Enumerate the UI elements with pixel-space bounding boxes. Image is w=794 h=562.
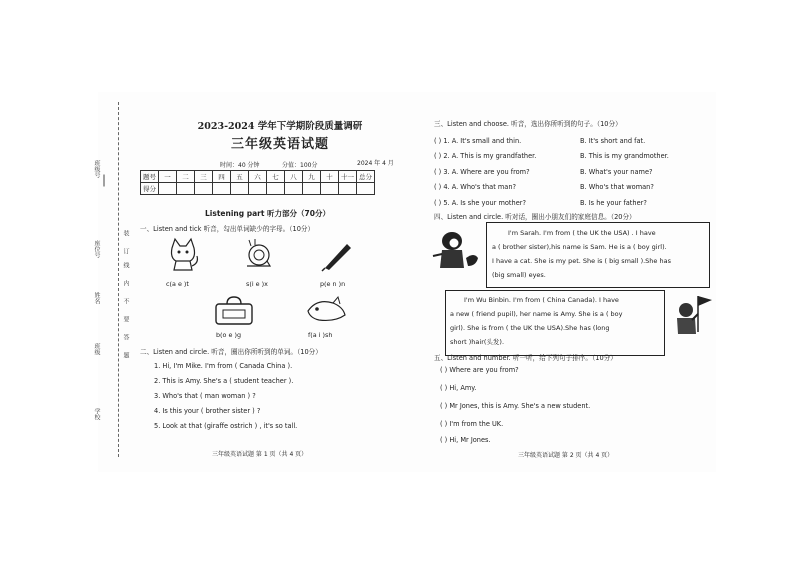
section3-item-5[interactable]: ( ) 5. A. Is she your mother? bbox=[434, 199, 526, 207]
section3-option-b[interactable]: B. This is my grandmother. bbox=[580, 152, 669, 160]
score-cell: 三 bbox=[195, 171, 213, 183]
score-blank[interactable] bbox=[267, 183, 285, 195]
boy-with-flag-picture bbox=[672, 292, 714, 338]
section3-option-b[interactable]: B. What's your name? bbox=[580, 168, 653, 176]
score-blank[interactable] bbox=[195, 183, 213, 195]
section2-item[interactable]: 5. Look at that (giraffe ostrich ) , it's so tall. bbox=[154, 422, 298, 430]
side-label-number: 班级号 bbox=[93, 160, 100, 178]
binding-char: 题 bbox=[122, 352, 129, 358]
section3-item-3[interactable]: ( ) 3. A. Where are you from? bbox=[434, 168, 530, 176]
order-item[interactable]: ( ) Hi, Mr Jones. bbox=[440, 436, 491, 444]
sarah-line[interactable]: I'm Sarah. I'm from ( the UK the USA) . I have bbox=[508, 229, 656, 237]
score-blank[interactable] bbox=[177, 183, 195, 195]
footer-page-1: 三年级英语试题 第 1 页（共 4 页） bbox=[212, 451, 308, 458]
score-cell: 七 bbox=[267, 171, 285, 183]
score-table-score-row bbox=[141, 183, 375, 195]
section3-option-b[interactable]: B. Is he your father? bbox=[580, 199, 647, 207]
score-cell: 十一 bbox=[339, 171, 357, 183]
side-label-name: 姓名 bbox=[93, 292, 100, 304]
sarah-line[interactable]: a ( brother sister),his name is Sam. He is a ( boy girl). bbox=[492, 243, 667, 251]
choice-cat[interactable]: c(a e )t bbox=[166, 280, 189, 288]
score-cell: 五 bbox=[231, 171, 249, 183]
section3-item-4[interactable]: ( ) 4. A. Who's that man? bbox=[434, 183, 517, 191]
side-label-class: 班级 bbox=[93, 343, 100, 355]
section2-title: 二、Listen and circle. 听音，圈出你所听到的单词。（10分） bbox=[140, 348, 322, 356]
binding-char: 不 bbox=[122, 298, 129, 304]
section3-title: 三、Listen and choose. 听音，选出你所听到的句子。（10分） bbox=[434, 120, 622, 128]
binbin-line[interactable]: short )hair(头发). bbox=[450, 338, 505, 346]
order-item[interactable]: ( ) Mr Jones, this is Amy. She's a new student. bbox=[440, 402, 591, 410]
exam-title: 2023-2024 学年下学期阶段质量调研 bbox=[197, 121, 363, 132]
binding-char: 订 bbox=[122, 248, 129, 254]
exam-subtitle: 三年级英语试题 bbox=[230, 137, 329, 152]
section2-item[interactable]: 4. Is this your ( brother sister ) ? bbox=[154, 407, 261, 415]
section3-item-2[interactable]: ( ) 2. A. This is my grandfather. bbox=[434, 152, 537, 160]
score-cell: 一 bbox=[159, 171, 177, 183]
section3-option-b[interactable]: B. Who's that woman? bbox=[580, 183, 654, 191]
order-item[interactable]: ( ) I'm from the UK. bbox=[440, 420, 504, 428]
footer-page-2: 三年级英语试题 第 2 页（共 4 页） bbox=[518, 452, 614, 459]
choice-six[interactable]: s(i e )x bbox=[246, 280, 268, 288]
score-row-label: 得分 bbox=[141, 183, 159, 195]
choice-pen[interactable]: p(e n )n bbox=[320, 280, 346, 288]
binding-char: 装 bbox=[122, 230, 129, 236]
section2-item[interactable]: 2. This is Amy. She's a ( student teacher ). bbox=[154, 377, 294, 385]
binding-char: 内 bbox=[122, 280, 129, 286]
score-cell: 四 bbox=[213, 171, 231, 183]
binding-dashed-line bbox=[118, 102, 119, 457]
girl-with-cat-picture bbox=[430, 228, 482, 274]
exam-time: 时间：40 分钟 bbox=[220, 162, 260, 169]
score-cell: 九 bbox=[303, 171, 321, 183]
score-cell: 八 bbox=[285, 171, 303, 183]
score-blank[interactable] bbox=[231, 183, 249, 195]
cat-picture bbox=[166, 236, 200, 272]
score-blank[interactable] bbox=[285, 183, 303, 195]
score-cell: 十 bbox=[321, 171, 339, 183]
section3-option-b[interactable]: B. It's short and fat. bbox=[580, 137, 646, 145]
score-blank[interactable] bbox=[357, 183, 375, 195]
score-table-header-row bbox=[141, 171, 375, 183]
section2-item[interactable]: 1. Hi, I'm Mike. I'm from ( Canada China ). bbox=[154, 362, 293, 370]
blank-line bbox=[104, 175, 105, 187]
section1-title: 一、Listen and tick 听音，勾出单词缺少的字母。（10分） bbox=[140, 225, 315, 233]
choice-bag[interactable]: b(o e )g bbox=[216, 331, 242, 339]
score-table bbox=[140, 170, 375, 195]
snail-picture bbox=[243, 238, 273, 272]
section4-title: 四、Listen and circle. 听对话，圈出小朋友们的家庭信息。（20分） bbox=[434, 213, 636, 221]
score-blank[interactable] bbox=[213, 183, 231, 195]
score-blank[interactable] bbox=[249, 183, 267, 195]
score-blank[interactable] bbox=[339, 183, 357, 195]
score-blank[interactable] bbox=[159, 183, 177, 195]
listening-title: Listening part 听力部分（70分） bbox=[205, 209, 330, 218]
order-item[interactable]: ( ) Where are you from? bbox=[440, 366, 519, 374]
score-cell: 二 bbox=[177, 171, 195, 183]
sarah-line[interactable]: (big small) eyes. bbox=[492, 271, 546, 279]
fish-picture bbox=[305, 295, 349, 325]
binbin-line[interactable]: girl). She is from ( the UK the USA).She has (long bbox=[450, 324, 610, 332]
score-cell: 总分 bbox=[357, 171, 375, 183]
exam-score: 分值：100分 bbox=[282, 162, 318, 169]
choice-fish[interactable]: f(a i )sh bbox=[308, 331, 333, 339]
pen-picture bbox=[321, 238, 355, 272]
score-blank[interactable] bbox=[303, 183, 321, 195]
score-cell: 六 bbox=[249, 171, 267, 183]
exam-date: 2024 年 4 月 bbox=[357, 160, 394, 167]
bag-picture bbox=[213, 295, 255, 327]
binding-char: 答 bbox=[122, 334, 129, 340]
score-cell: 题号 bbox=[141, 171, 159, 183]
section2-item[interactable]: 3. Who's that ( man woman ) ? bbox=[154, 392, 256, 400]
binbin-line[interactable]: a new ( friend pupil), her name is Amy. She is a ( boy bbox=[450, 310, 623, 318]
side-label-seat: 座位号 bbox=[93, 240, 100, 258]
section3-item-1[interactable]: ( ) 1. A. It's small and thin. bbox=[434, 137, 522, 145]
binbin-line[interactable]: I'm Wu Binbin. I'm from ( China Canada). I have bbox=[464, 296, 619, 304]
binding-char: 要 bbox=[122, 316, 129, 322]
binding-char: 线 bbox=[122, 262, 129, 268]
side-label-school: 学校 bbox=[93, 408, 100, 420]
section5-title: 五、Listen and number. 听一听，给下列句子排序。（10分） bbox=[434, 354, 617, 362]
order-item[interactable]: ( ) Hi, Amy. bbox=[440, 384, 477, 392]
sarah-line[interactable]: I have a cat. She is my pet. She is ( big small ).She has bbox=[492, 257, 671, 265]
score-blank[interactable] bbox=[321, 183, 339, 195]
